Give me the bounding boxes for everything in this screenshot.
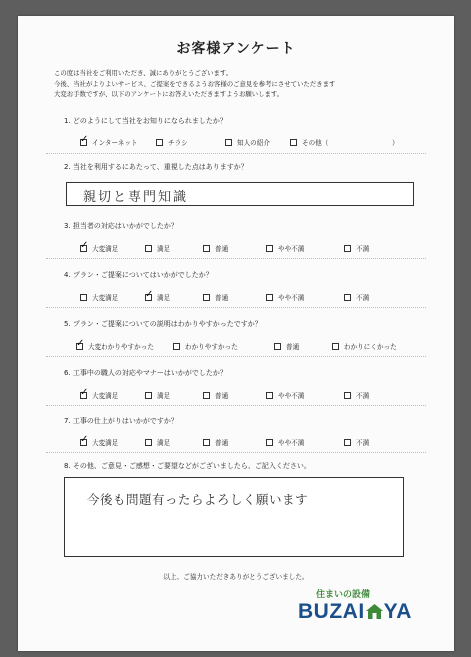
checkbox[interactable] <box>145 439 152 446</box>
q4-option-neutral[interactable]: 普通 <box>203 292 228 302</box>
question-6-label: 6. 工事中の職人の対応やマナーはいかがでしたか？ <box>64 369 227 377</box>
q6-option-satisfied[interactable]: 満足 <box>145 390 170 400</box>
closing-text: 以上、ご協力いただきありがとうございました。 <box>163 573 309 581</box>
q6-option-very-satisfied[interactable]: ✓大変満足 <box>80 390 118 400</box>
q4-option-dissatisfied[interactable]: 不満 <box>344 292 369 302</box>
question-3-label: 3. 担当者の対応はいかがでしたか？ <box>64 222 178 230</box>
house-icon <box>366 601 383 616</box>
question-5-label: 5. プラン・ご提案についての説明はわかりやすかったですか？ <box>64 320 262 328</box>
q7-option-very-satisfied[interactable]: ✓大変満足 <box>80 437 118 447</box>
q2-handwritten-answer: 親切と専門知識 <box>83 190 189 205</box>
q1-other-close: ） <box>392 139 399 147</box>
divider <box>46 356 426 357</box>
q3-option-very-satisfied[interactable]: ✓大変満足 <box>80 243 118 253</box>
checkbox[interactable] <box>225 139 232 146</box>
checkbox[interactable] <box>266 392 273 399</box>
checkbox[interactable] <box>344 245 351 252</box>
logo-wordmark: BUZAI YA <box>298 600 412 623</box>
checkbox[interactable] <box>80 294 87 301</box>
divider <box>46 405 426 406</box>
question-7-label: 7. 工事の仕上がりはいかがですか？ <box>64 417 178 425</box>
logo-tagline: 住まいの設備 <box>316 590 371 600</box>
checkbox-checked[interactable] <box>145 294 152 301</box>
q5-option-very-clear[interactable]: ✓大変わかりやすかった <box>76 341 154 351</box>
checkbox[interactable] <box>344 294 351 301</box>
q4-option-slightly-dissatisfied[interactable]: やや不満 <box>266 292 304 302</box>
q1-option-internet[interactable]: ✓インターネット <box>80 137 138 147</box>
q1-option-other[interactable]: その他（ <box>290 137 328 147</box>
q6-option-neutral[interactable]: 普通 <box>203 390 228 400</box>
q1-option-referral[interactable]: 知人の紹介 <box>225 137 270 147</box>
question-4-label: 4. プラン・ご提案についてはいかがでしたか？ <box>64 271 213 279</box>
checkbox[interactable] <box>145 245 152 252</box>
checkbox[interactable] <box>344 439 351 446</box>
survey-sheet <box>18 16 454 651</box>
q2-answer-box[interactable] <box>66 182 414 206</box>
q7-option-satisfied[interactable]: 満足 <box>145 437 170 447</box>
checkbox[interactable] <box>266 439 273 446</box>
intro-line: この度は当社をご利用いただき、誠にありがとうございます。 <box>54 69 233 77</box>
divider <box>46 153 426 154</box>
checkbox[interactable] <box>203 439 210 446</box>
checkbox-checked[interactable] <box>80 139 87 146</box>
q6-option-dissatisfied[interactable]: 不満 <box>344 390 369 400</box>
checkbox-checked[interactable] <box>80 439 87 446</box>
checkbox-checked[interactable] <box>80 245 87 252</box>
q5-option-unclear[interactable]: わかりにくかった <box>332 341 397 351</box>
checkbox[interactable] <box>332 343 339 350</box>
question-2-label: 2. 当社を利用するにあたって、重視した点はありますか？ <box>64 163 248 171</box>
checkbox[interactable] <box>266 294 273 301</box>
checkbox-checked[interactable] <box>80 392 87 399</box>
q7-option-slightly-dissatisfied[interactable]: やや不満 <box>266 437 304 447</box>
q7-option-dissatisfied[interactable]: 不満 <box>344 437 369 447</box>
q4-option-very-satisfied[interactable]: 大変満足 <box>80 292 118 302</box>
question-8-label: 8. その他、ご意見・ご感想・ご要望などがございましたら、ご記入ください。 <box>64 462 311 470</box>
q5-option-neutral[interactable]: 普通 <box>274 341 299 351</box>
checkbox[interactable] <box>266 245 273 252</box>
company-logo <box>290 586 435 636</box>
divider <box>46 258 426 259</box>
checkbox[interactable] <box>203 294 210 301</box>
q3-option-slightly-dissatisfied[interactable]: やや不満 <box>266 243 304 253</box>
q3-option-satisfied[interactable]: 満足 <box>145 243 170 253</box>
q3-option-dissatisfied[interactable]: 不満 <box>344 243 369 253</box>
q8-answer-box[interactable] <box>64 477 404 557</box>
checkbox[interactable] <box>156 139 163 146</box>
intro-line: 大変お手数ですが、以下のアンケートにお答えいただきますようお願いします。 <box>54 90 284 98</box>
checkbox[interactable] <box>203 392 210 399</box>
q1-option-flyer[interactable]: チラシ <box>156 137 188 147</box>
divider <box>46 307 426 308</box>
checkbox[interactable] <box>203 245 210 252</box>
intro-text <box>54 68 335 100</box>
checkbox[interactable] <box>290 139 297 146</box>
checkbox[interactable] <box>274 343 281 350</box>
q3-option-neutral[interactable]: 普通 <box>203 243 228 253</box>
q8-handwritten-answer: 今後も問題有ったらよろしく願います <box>87 492 309 507</box>
q4-option-satisfied[interactable]: ✓ 満足 <box>145 292 170 302</box>
checkbox[interactable] <box>344 392 351 399</box>
checkbox[interactable] <box>173 343 180 350</box>
checkbox[interactable] <box>145 392 152 399</box>
divider <box>46 452 426 453</box>
q6-option-slightly-dissatisfied[interactable]: やや不満 <box>266 390 304 400</box>
page-title: お客様アンケート <box>176 41 296 57</box>
question-1-label: 1. どのようにして当社をお知りになられましたか？ <box>64 117 227 125</box>
q7-option-neutral[interactable]: 普通 <box>203 437 228 447</box>
q5-option-clear[interactable]: わかりやすかった <box>173 341 238 351</box>
checkbox-checked[interactable] <box>76 343 83 350</box>
intro-line: 今後、当社がよりよいサービス、ご提案をできるようお客様のご意見を参考にさせていただきます <box>54 79 336 88</box>
